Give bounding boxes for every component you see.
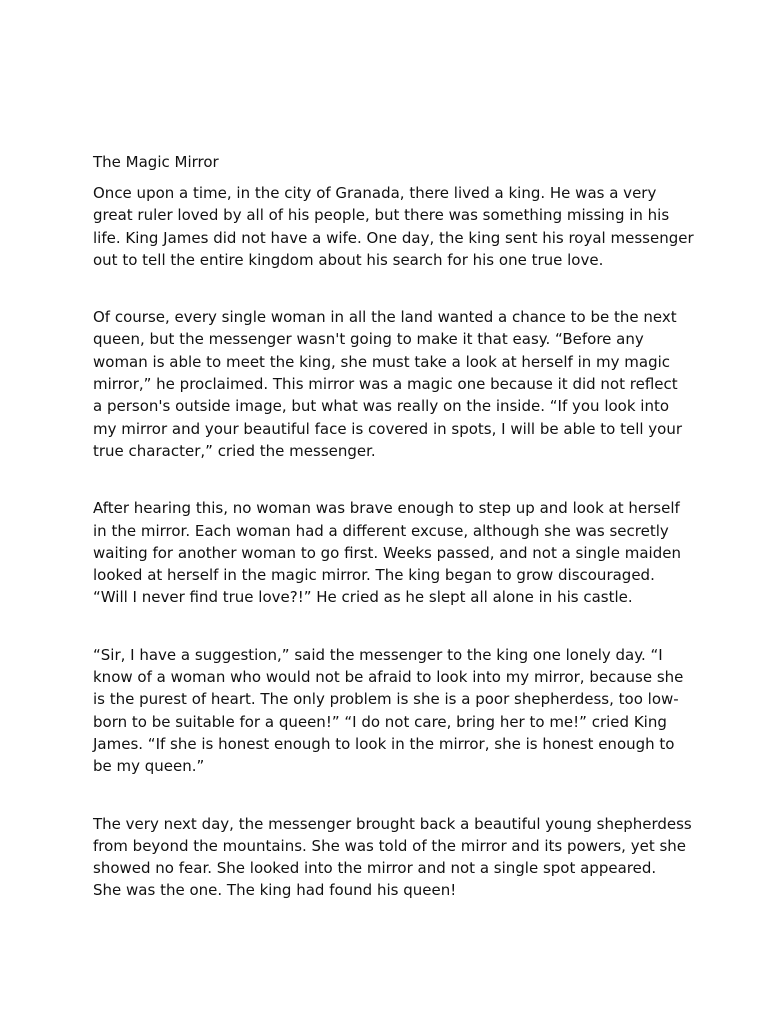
paragraph-line: “Will I never find true love?!” He cried as he slept all alone in his castle. [93, 588, 633, 607]
paragraph-5 [93, 813, 692, 902]
paragraph-line: true character,” cried the messenger. [93, 441, 376, 460]
paragraph-4 [93, 644, 683, 778]
paragraph-line: waiting for another woman to go first. Weeks passed, and not a single maiden [93, 543, 681, 562]
paragraph-line: life. King James did not have a wife. One day, the king sent his royal messenger [93, 228, 694, 247]
paragraph-line: James. “If she is honest enough to look in the mirror, she is honest enough to [93, 734, 675, 753]
paragraph-line: be my queen.” [93, 757, 205, 776]
paragraph-line: The very next day, the messenger brought back a beautiful young shepherdess [93, 814, 692, 833]
paragraph-line: Of course, every single woman in all the land wanted a chance to be the next [93, 308, 677, 327]
paragraph-3 [93, 497, 683, 608]
paragraph-line: my mirror and your beautiful face is covered in spots, I will be able to tell your [93, 419, 683, 438]
paragraph-line: out to tell the entire kingdom about his search for his one true love. [93, 250, 604, 269]
paragraph-line: a person's outside image, but what was really on the inside. “If you look into [93, 397, 670, 416]
paragraph-line: woman is able to meet the king, she must take a look at herself in my magic [93, 352, 671, 371]
paragraph-line: After hearing this, no woman was brave enough to step up and look at herself [93, 499, 680, 518]
paragraph-2 [93, 306, 683, 462]
paragraph-line: looked at herself in the magic mirror. The king began to grow discouraged. [93, 566, 655, 585]
paragraph-line: great ruler loved by all of his people, but there was something missing in his [93, 206, 670, 225]
paragraph-line: is the purest of heart. The only problem is she is a poor shepherdess, too low- [93, 690, 679, 709]
paragraph-line: from beyond the mountains. She was told of the mirror and its powers, yet she [93, 836, 687, 855]
paragraph-line: born to be suitable for a queen!” “I do not care, bring her to me!” cried King [93, 712, 667, 731]
paragraph-1 [93, 182, 694, 271]
paragraph-line: mirror,” he proclaimed. This mirror was a magic one because it did not reflect [93, 375, 678, 394]
paragraph-line: She was the one. The king had found his queen! [93, 881, 457, 900]
document-title: The Magic Mirror [93, 153, 219, 171]
paragraph-line: in the mirror. Each woman had a different excuse, although she was secretly [93, 521, 669, 540]
paragraph-line: queen, but the messenger wasn't going to make it that easy. “Before any [93, 330, 644, 349]
paragraph-line: “Sir, I have a suggestion,” said the messenger to the king one lonely day. “I [93, 645, 663, 664]
paragraph-line: know of a woman who would not be afraid to look into my mirror, because she [93, 668, 684, 687]
paragraph-line: showed no fear. She looked into the mirror and not a single spot appeared. [93, 859, 657, 878]
paragraph-line: Once upon a time, in the city of Granada, there lived a king. He was a very [93, 184, 657, 202]
document-page [93, 151, 694, 902]
